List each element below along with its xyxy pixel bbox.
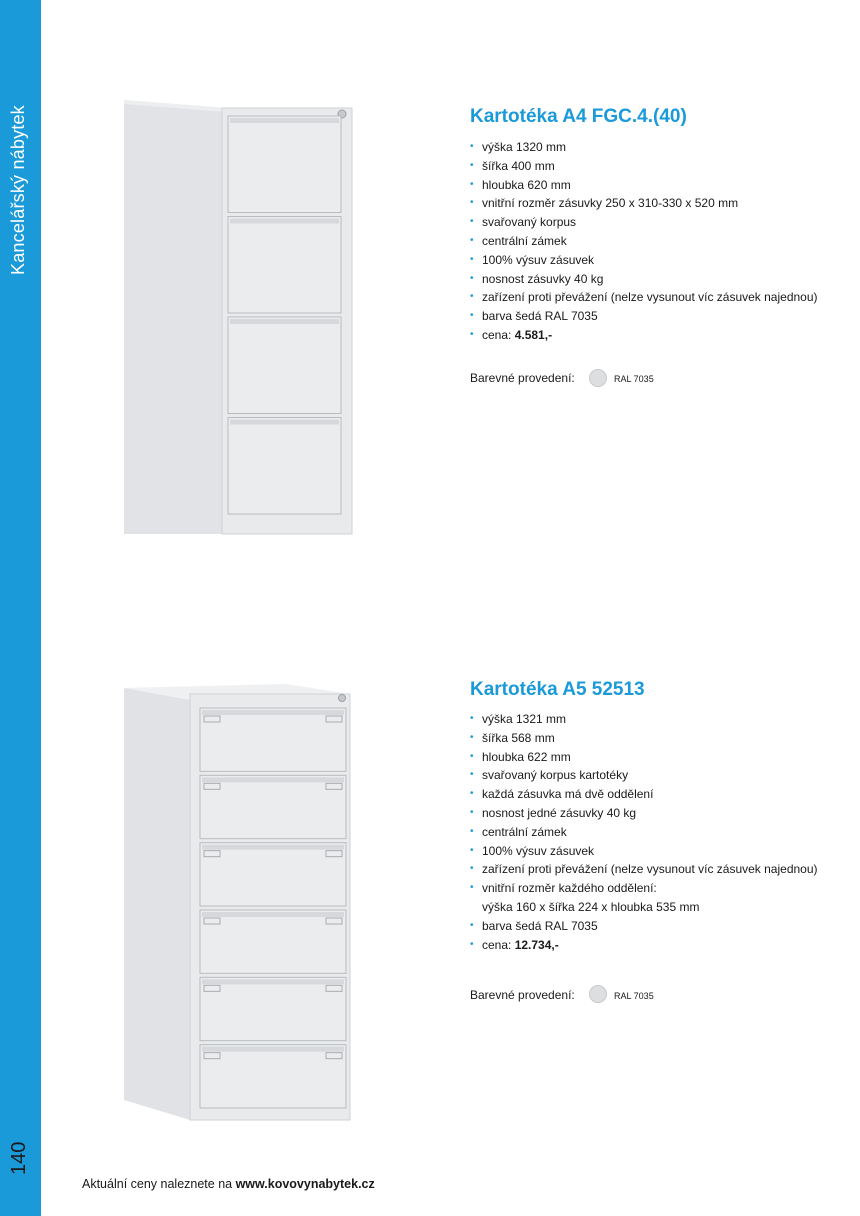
drawer-handle [230, 420, 339, 425]
price-item: • cena: 4.581,- [470, 326, 818, 345]
drawer-handle [202, 1047, 344, 1052]
spec-item: • barva šedá RAL 7035 [470, 917, 818, 936]
spec-item: • svařovaný korpus kartotéky [470, 766, 818, 785]
drawer [200, 843, 346, 906]
bullet-icon: • [470, 919, 474, 931]
spec-item: • zařízení proti převážení (nelze vysunout víc zásuvek najednou) [470, 860, 818, 879]
spec-item: • hloubka 620 mm [470, 176, 818, 195]
bullet-icon: • [470, 750, 474, 762]
color-label: Barevné provedení: [470, 988, 575, 1002]
bullet-icon: • [470, 882, 474, 894]
spec-item: • barva šedá RAL 7035 [470, 307, 818, 326]
spec-item: • každá zásuvka má dvě oddělení [470, 785, 818, 804]
bullet-icon: • [470, 713, 474, 724]
drawer-handle [202, 845, 344, 850]
drawer-handle [230, 219, 339, 224]
bullet-icon: • [470, 825, 474, 837]
color-swatch [589, 369, 607, 387]
drawer [200, 977, 346, 1040]
bullet-icon: • [470, 938, 474, 950]
bullet-icon: • [470, 788, 474, 800]
bullet-icon: • [470, 310, 474, 322]
color-label: Barevné provedení: [470, 371, 575, 385]
spec-list [470, 710, 818, 954]
spec-item: • vnitřní rozměr každého oddělení: [470, 879, 818, 898]
drawer [228, 217, 341, 314]
drawer [200, 1045, 346, 1108]
spec-item: • šířka 400 mm [470, 157, 818, 176]
spec-item: • výška 1321 mm [470, 710, 818, 729]
bullet-icon: • [470, 769, 474, 781]
spec-item: • zařízení proti převážení (nelze vysunout víc zásuvek najednou) [470, 288, 818, 307]
drawer [200, 708, 346, 771]
footer-text: Aktuální ceny naleznete na [82, 1177, 236, 1191]
section-title: Kancelářský nábytek [8, 105, 28, 275]
color-swatch [589, 985, 607, 1003]
bullet-icon: • [470, 178, 474, 190]
drawer [228, 418, 341, 515]
bullet-icon: • [470, 141, 474, 152]
spec-item: • vnitřní rozměr zásuvky 250 x 310-330 x 520 mm [470, 194, 818, 213]
cabinet-image-1 [110, 96, 365, 546]
product-title: Kartotéka A4 FGC.4.(40) [470, 106, 687, 127]
spec-item: • nosnost zásuvky 40 kg [470, 270, 818, 289]
footer-link[interactable]: www.kovovynabytek.cz [235, 1177, 375, 1191]
drawer-handle [202, 710, 344, 715]
color-name: RAL 7035 [614, 991, 654, 1001]
drawer-handle [202, 777, 344, 782]
spec-item: • 100% výsuv zásuvek [470, 842, 818, 861]
bullet-icon: • [470, 291, 474, 303]
bullet-icon: • [470, 159, 474, 171]
page-number: 140 [8, 1141, 30, 1175]
bullet-icon: • [470, 328, 474, 340]
drawer-handle [230, 118, 339, 123]
price-value: 4.581,- [514, 327, 553, 342]
bullet-icon: • [470, 216, 474, 228]
bullet-icon: • [470, 272, 474, 284]
drawer-handle [230, 319, 339, 324]
color-name: RAL 7035 [614, 374, 654, 384]
price-item: • cena: 12.734,- [470, 936, 818, 955]
bullet-icon: • [470, 731, 474, 743]
cabinet-image-2 [118, 680, 370, 1130]
bullet-icon: • [470, 253, 474, 265]
drawer-handle [202, 979, 344, 984]
drawer [200, 775, 346, 838]
spec-item: • šířka 568 mm [470, 729, 818, 748]
bullet-icon: • [470, 234, 474, 246]
product-title: Kartotéka A5 52513 [470, 679, 645, 700]
spec-item: • výška 1320 mm [470, 138, 818, 157]
spec-item: • svařovaný korpus [470, 213, 818, 232]
drawer-handle [202, 912, 344, 917]
footer [82, 1177, 375, 1191]
bullet-icon: • [470, 844, 474, 856]
drawer [200, 910, 346, 973]
drawer [228, 116, 341, 213]
price-value: 12.734,- [514, 937, 559, 952]
spec-list [470, 138, 818, 345]
bullet-icon: • [470, 806, 474, 818]
bullet-icon: • [470, 863, 474, 875]
bullet-icon: • [470, 197, 474, 209]
drawer [228, 317, 341, 414]
spec-item: • centrální zámek [470, 823, 818, 842]
spec-continuation: výška 160 x šířka 224 x hloubka 535 mm [482, 899, 700, 914]
spec-item: • nosnost jedné zásuvky 40 kg [470, 804, 818, 823]
spec-item: • centrální zámek [470, 232, 818, 251]
spec-item: • hloubka 622 mm [470, 748, 818, 767]
spec-item: • 100% výsuv zásuvek [470, 251, 818, 270]
